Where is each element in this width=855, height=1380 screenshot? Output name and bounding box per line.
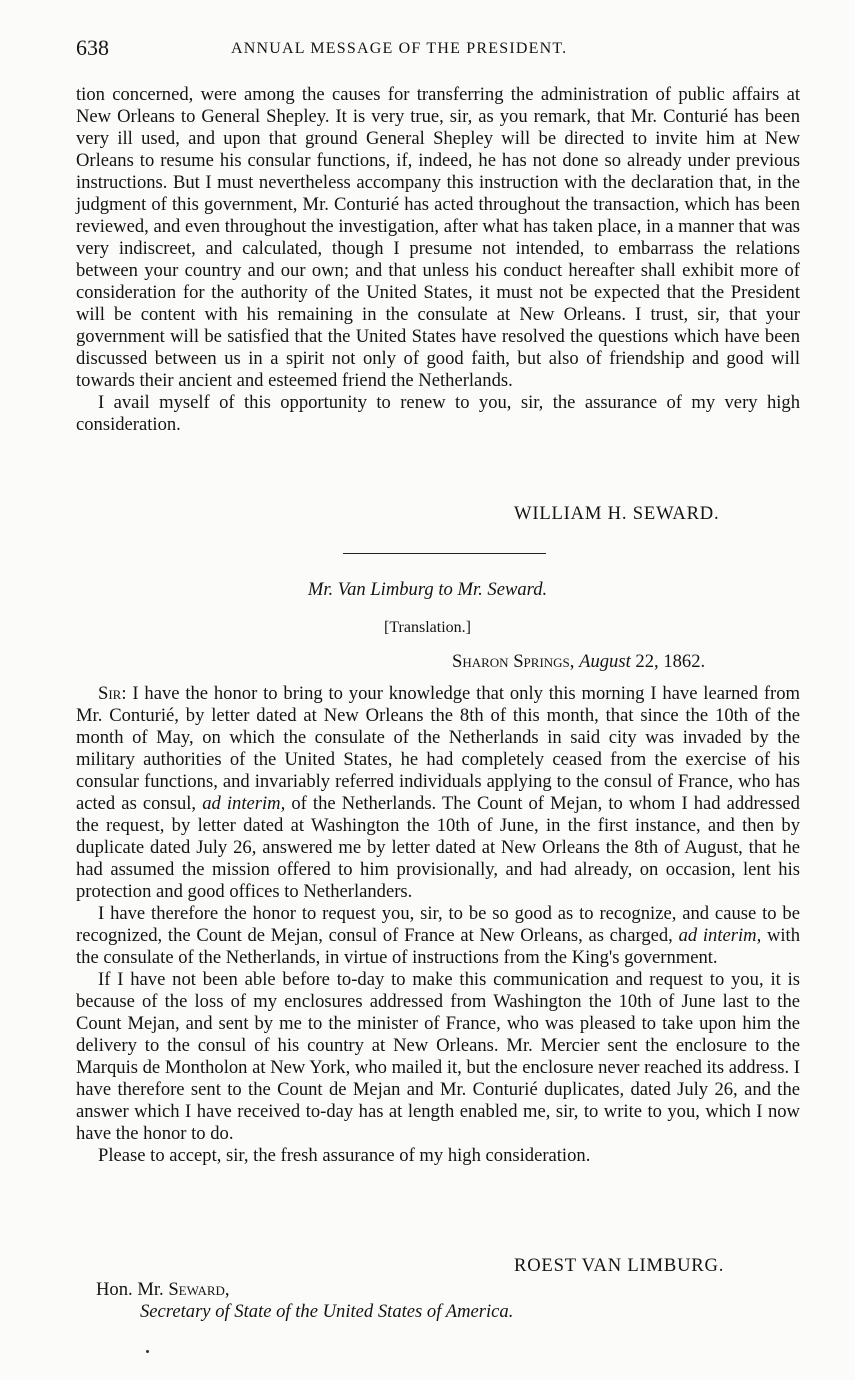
translation-note: [Translation.] <box>384 619 471 636</box>
ink-speck <box>146 1350 149 1353</box>
seward-closing-paragraph: I avail myself of this opportunity to renew to you, sir, the assurance of my very high consideration. <box>76 392 800 435</box>
paragraph-2-part-b: with the consulate of the Netherlands, in virtue of instructions from the King's government. <box>76 925 801 968</box>
dateline-place: Sharon Springs, <box>452 651 575 672</box>
van-limburg-paragraph-1 <box>76 683 800 903</box>
addressee-name: Seward, <box>168 1279 230 1300</box>
addressee-title: Secretary of State of the United States of America. <box>140 1301 514 1322</box>
van-limburg-paragraph-3: If I have not been able before to-day to make this communication and request to you, it is because of the loss of my enclosures addressed from Washington the 10th of June last to the Count Mejan, and sent by me to the minister of France, who was pleased to take upon him the delivery to the consul of his country at New Orleans. Mr. Mercier sent the enclosure to the Marquis de Montholon at New York, who mailed it, but the enclosure never reached its address. I have therefore sent to the Count de Mejan and Mr. Conturié duplicates, dated July 26, and the answer which I have received to-day has at length enabled me, sir, to write to you, which I now have the honor to do. <box>76 969 800 1144</box>
paragraph-1-italic: ad interim, <box>202 793 286 814</box>
letter-title: Mr. Van Limburg to Mr. Seward. <box>307 579 548 600</box>
paragraph-2-part-a: I have therefore the honor to request you, sir, to be so good as to recognize, and cause to be recognized, the Count de Mejan, consul of France at New Orleans, as charged, <box>76 903 800 946</box>
dateline <box>452 651 705 673</box>
seward-letter-body <box>76 84 800 436</box>
seward-signature: WILLIAM H. SEWARD. <box>514 503 720 524</box>
running-head: ANNUAL MESSAGE OF THE PRESIDENT. <box>231 40 568 57</box>
dateline-month: August <box>579 651 631 672</box>
paragraph-1-part-a: I have the honor to bring to your knowledge that only this morning I have learned from Mr. Conturié, by letter dated at New Orleans the 8th of this month, that since the 10th of the month of May, on which the consulate of the Netherlands in said city was invaded by the military authorities of the United States, he had completely ceased from the exercise of his consular functions, and invariably referred individuals applying to the consul of France, who has acted as consul, <box>76 683 800 814</box>
paragraph-1-part-b: of the Netherlands. The Count of Mejan, to whom I had addressed the request, by letter dated at Washington the 10th of June, in the first instance, and then by duplicate dated July 26, answered me by letter dated at New Orleans the 8th of August, that he had assumed the mission offered to him provisionally, and had already, on occasion, lent his protection and good offices to Netherlanders. <box>76 793 800 902</box>
van-limburg-closing-paragraph: Please to accept, sir, the fresh assurance of my high consideration. <box>98 1145 591 1166</box>
section-divider <box>343 553 546 554</box>
dateline-day-year: 22, 1862. <box>635 651 706 672</box>
van-limburg-letter-body <box>76 683 800 1167</box>
seward-paragraph-1: tion concerned, were among the causes for transferring the administration of public affairs at New Orleans to General Shepley. It is very true, sir, as you remark, that Mr. Conturié has been very ill used, and upon that ground General Shepley will be directed to invite him at New Orleans to resume his consular functions, if, indeed, he has not done so already under previous instructions. But I must nevertheless accompany this instruction with the declaration that, in the judgment of this government, Mr. Conturié has acted throughout the transaction, which has been reviewed, and even throughout the investigation, after what has taken place, in a manner that was very indiscreet, and calculated, though I presume not intended, to embarrass the relations between your country and our own; and that unless his conduct hereafter shall exhibit more of consideration for the authority of the United States, it must not be expected that the President will be content with his remaining in the consulate at New Orleans. I trust, sir, that your government will be satisfied that the United States have resolved the questions which have been discussed between us in a spirit not only of good faith, but also of friendship and good will towards their ancient and esteemed friend the Netherlands. <box>76 84 800 391</box>
page-header <box>76 34 806 64</box>
page-number: 638 <box>76 35 109 60</box>
salutation: Sir: <box>98 683 127 704</box>
addressee-prefix: Hon. Mr. <box>96 1279 164 1300</box>
van-limburg-signature: ROEST VAN LIMBURG. <box>514 1255 725 1276</box>
van-limburg-paragraph-2 <box>76 903 800 969</box>
addressee <box>96 1279 230 1301</box>
paragraph-2-italic: ad interim, <box>678 925 762 946</box>
